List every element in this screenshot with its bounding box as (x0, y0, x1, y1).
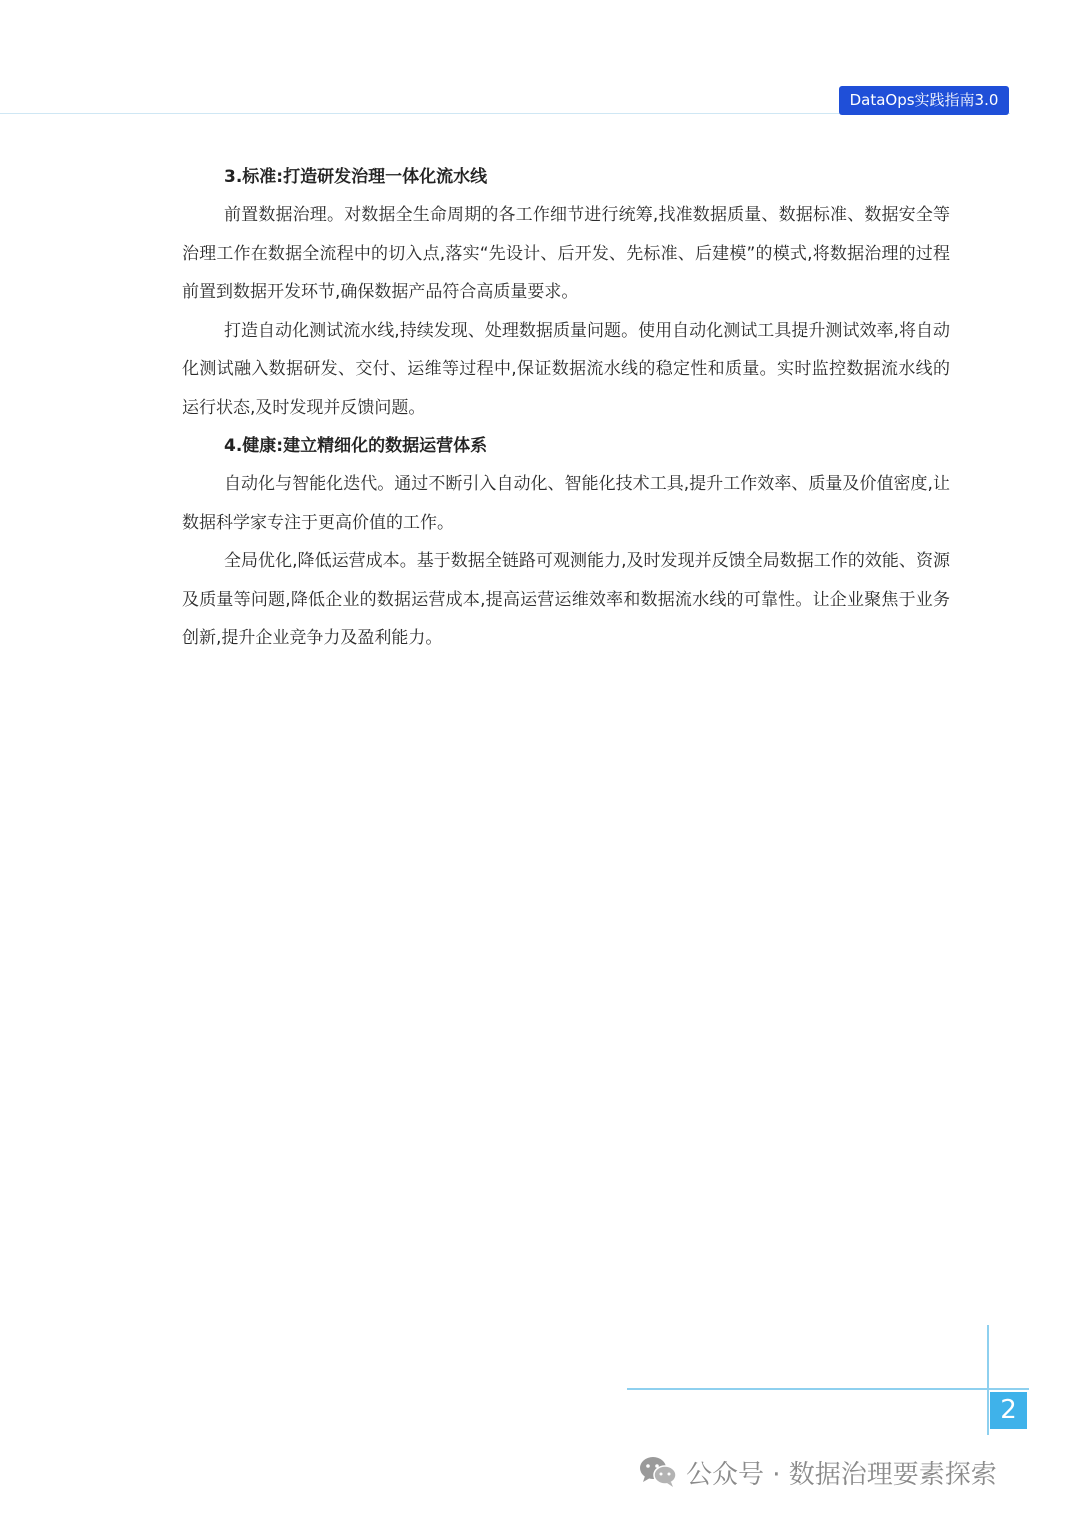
section-3-paragraph-2: 打造自动化测试流水线,持续发现、处理数据质量问题。使用自动化测试工具提升测试效率,将自动化测试融入数据研发、交付、运维等过程中,保证数据流水线的稳定性和质量。实时监控数据流水线的运行状态,及时发现并反馈问题。 (182, 320, 950, 418)
footer-vertical-rule (987, 1325, 989, 1435)
footer-horizontal-rule (627, 1388, 1029, 1390)
section-4-paragraph-1: 自动化与智能化迭代。通过不断引入自动化、智能化技术工具,提升工作效率、质量及价值密度,让数据科学家专注于更高价值的工作。 (182, 474, 950, 533)
section-3-paragraph-1: 前置数据治理。对数据全生命周期的各工作细节进行统筹,找准数据质量、数据标准、数据安全等治理工作在数据全流程中的切入点,落实“先设计、后开发、先标准、后建模”的模式,将数据治理的过程前置到数据开发环节,确保数据产品符合高质量要求。 (182, 205, 950, 302)
header-badge: DataOps实践指南3.0 (839, 86, 1009, 115)
wechat-icon (638, 1455, 678, 1489)
section-3-heading: 3.标准:打造研发治理一体化流水线 (224, 167, 488, 187)
page-number: 2 (990, 1392, 1027, 1429)
section-4-paragraph-2: 全局优化,降低运营成本。基于数据全链路可观测能力,及时发现并反馈全局数据工作的效能、资源及质量等问题,降低企业的数据运营成本,提高运营运维效率和数据流水线的可靠性。让企业聚焦于业务创新,提升企业竞争力及盈利能力。 (182, 551, 950, 648)
watermark (638, 1452, 997, 1492)
watermark-text: 公众号 · 数据治理要素探索 (686, 1459, 997, 1490)
section-4-heading: 4.健康:建立精细化的数据运营体系 (224, 436, 488, 456)
document-body (182, 158, 950, 658)
